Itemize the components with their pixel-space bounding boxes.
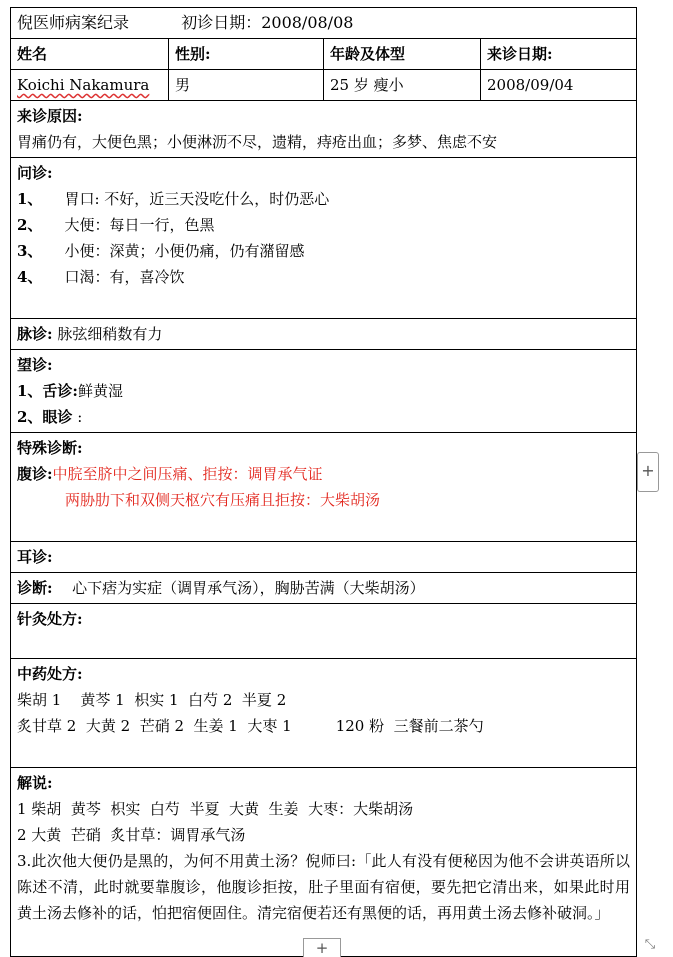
ear-label: 耳诊: (17, 548, 53, 566)
medical-record-table (10, 7, 637, 957)
reason-section (11, 101, 637, 158)
tongue-label: 1、舌诊: (17, 382, 78, 400)
inquiry-num: 3、 (17, 242, 43, 260)
inquiry-item (17, 186, 630, 212)
patient-sex: 男 (169, 70, 324, 101)
inquiry-num: 4、 (17, 268, 43, 286)
acupuncture-label: 针灸处方: (17, 610, 83, 628)
resize-handle-icon[interactable]: ⤡ (644, 937, 656, 952)
ear-section (11, 542, 637, 573)
inquiry-section (11, 158, 637, 319)
tongue-text: 鲜黄湿 (77, 382, 123, 400)
inquiry-text: 胃口: 不好，近三天没吃什么，时仍恶心 (64, 190, 330, 208)
special-section (11, 433, 637, 542)
inquiry-label: 问诊: (17, 164, 53, 182)
visit-date: 2008/09/04 (481, 70, 637, 101)
record-title: 倪医师病案纪录 (17, 13, 130, 32)
eye-label: 2、眼诊 (17, 408, 73, 426)
name-label: 姓名 (11, 39, 169, 70)
abdomen-label: 腹诊: (17, 465, 53, 483)
patient-age: 25 岁 瘦小 (324, 70, 481, 101)
herbal-label: 中药处方: (17, 665, 83, 683)
inquiry-num: 2、 (17, 216, 43, 234)
inquiry-num: 1、 (17, 190, 43, 208)
herbal-line-2: 炙甘草 2 大黄 2 芒硝 2 生姜 1 大枣 1 (17, 717, 292, 735)
inquiry-text: 口渴：有，喜冷饮 (64, 268, 185, 286)
pulse-text: 脉弦细稍数有力 (57, 325, 163, 343)
explain-line-3: 3.此次他大便仍是黑的，为何不用黄土汤？倪师曰:「此人有没有便秘因为他不会讲英语所以陈述不清，此时就要靠腹诊，他腹诊拒按，肚子里面有宿便，要先把它清出来，如果此时用黄土汤去修补的话，怕把宿便固住。清完宿便若还有黑便的话，再用黄土汤去修补破洞。」 (17, 852, 630, 922)
visit-date-label: 来诊日期: (481, 39, 637, 70)
explanation-section (11, 768, 637, 957)
inquiry-item (17, 238, 630, 264)
eye-text: : (77, 408, 83, 426)
inquiry-item (17, 264, 630, 290)
inquiry-item (17, 212, 630, 238)
info-labels-row (11, 39, 637, 70)
explain-line-2: 2 大黄 芒硝 炙甘草：调胃承气汤 (17, 826, 246, 844)
abdomen-finding-2: 两胁肋下和双侧天枢穴有压痛且拒按：大柴胡汤 (65, 491, 381, 509)
inquiry-text: 大便：每日一行，色黑 (64, 216, 215, 234)
pulse-label: 脉诊: (17, 325, 53, 343)
diagnosis-text: 心下痞为实症（调胃承气汤），胸胁苦满（大柴胡汤） (72, 579, 425, 597)
header-row (11, 8, 637, 39)
patient-name: Koichi Nakamura (17, 76, 150, 94)
explain-label: 解说: (17, 774, 53, 792)
diagnosis-section (11, 573, 637, 604)
herbal-section (11, 659, 637, 768)
abdomen-finding-1: 中脘至脐中之间压痛、拒按：调胃承气证 (52, 465, 323, 483)
observe-label: 望诊: (17, 356, 53, 374)
add-column-button[interactable]: + (637, 452, 659, 492)
reason-label: 来诊原因: (17, 107, 83, 125)
special-label: 特殊诊断: (17, 439, 83, 457)
add-row-button[interactable]: + (303, 938, 341, 957)
reason-text: 胃痛仍有，大便色黑；小便淋沥不尽，遗精，痔疮出血；多梦、焦虑不安 (17, 133, 498, 151)
first-visit-date: 初诊日期：2008/08/08 (181, 13, 354, 32)
acupuncture-section (11, 604, 637, 659)
herbal-dosage: 120 粉 三餐前二茶勺 (335, 717, 484, 735)
pulse-section (11, 319, 637, 350)
observe-section (11, 350, 637, 433)
sex-label: 性别: (169, 39, 324, 70)
herbal-line-1: 柴胡 1 黄芩 1 枳实 1 白芍 2 半夏 2 (17, 691, 287, 709)
diagnosis-label: 诊断: (17, 579, 53, 597)
record-page (10, 7, 636, 957)
info-values-row (11, 70, 637, 101)
explain-line-1: 1 柴胡 黄芩 枳实 白芍 半夏 大黄 生姜 大枣：大柴胡汤 (17, 800, 414, 818)
inquiry-text: 小便：深黄；小便仍痛，仍有潴留感 (64, 242, 305, 260)
age-label: 年龄及体型 (324, 39, 481, 70)
